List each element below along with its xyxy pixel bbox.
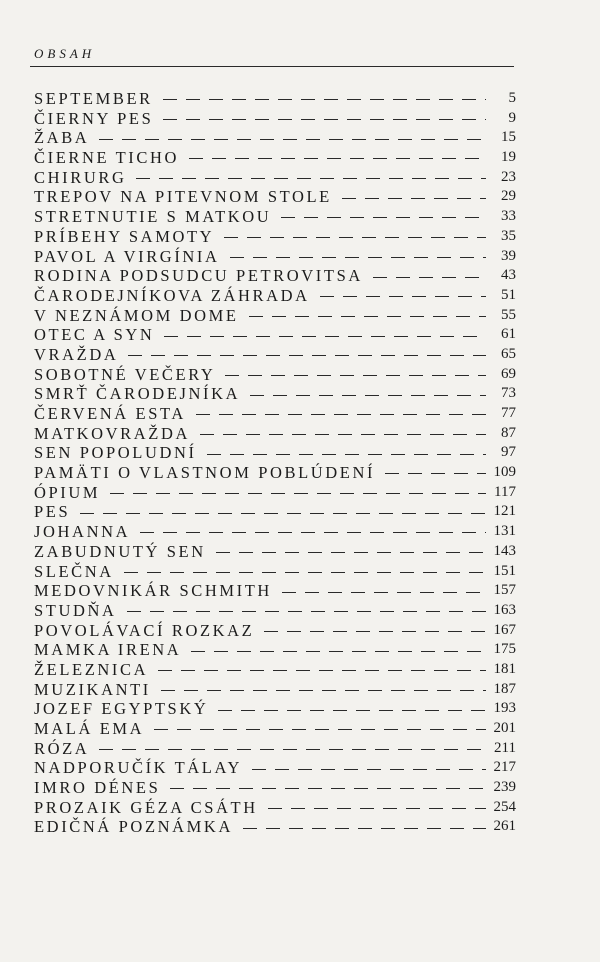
toc-entry: [34, 640, 516, 660]
toc-entry-page-number: 131: [493, 523, 516, 540]
toc-dash-leader: [136, 178, 486, 179]
toc-entry: [34, 247, 516, 267]
toc-entry-title: ŽABA: [34, 128, 90, 148]
toc-entry-title: PES: [34, 502, 71, 522]
toc-entry-page-number: 175: [493, 641, 516, 658]
toc-entry-page-number: 117: [494, 483, 516, 500]
toc-entry-title: MEDOVNIKÁR SCHMITH: [34, 581, 272, 601]
toc-dash-leader: [110, 493, 486, 494]
toc-entry-page-number: 109: [493, 464, 516, 481]
toc-dash-leader: [249, 316, 486, 317]
toc-entry-page-number: 61: [501, 326, 516, 343]
toc-entry-title: ZABUDNUTÝ SEN: [34, 541, 206, 561]
toc-entry-title: MALÁ EMA: [34, 719, 145, 738]
toc-dash-leader: [281, 217, 486, 218]
toc-entry-page-number: 217: [493, 759, 516, 776]
toc-entry-title: PAMÄTI O VLASTNOM POBLÚDENÍ: [34, 463, 376, 483]
toc-entry: [34, 680, 516, 700]
toc-entry-page-number: 77: [501, 405, 516, 421]
toc-entry-title: POVOLÁVACÍ ROZKAZ: [34, 620, 255, 640]
toc-entry-title: NADPORUČÍK TÁLAY: [34, 758, 242, 778]
toc-entry-page-number: 143: [493, 542, 516, 559]
toc-dash-leader: [224, 237, 486, 238]
toc-entry: [34, 424, 516, 444]
toc-entry: [34, 798, 516, 818]
toc-dash-leader: [196, 414, 486, 415]
header-rule: [30, 66, 514, 67]
toc-entry: [34, 325, 516, 345]
toc-entry: [34, 621, 516, 641]
toc-entry-page-number: 151: [493, 562, 516, 579]
toc-entry: [34, 699, 516, 719]
toc-dash-leader: [164, 336, 486, 337]
toc-dash-leader: [80, 513, 486, 514]
toc-entry: [34, 463, 516, 483]
toc-entry-title: RODINA PODSUDCU PETROVITSA: [34, 266, 363, 286]
toc-entry-page-number: 181: [493, 660, 516, 677]
toc-entry-title: MUZIKANTI: [34, 679, 151, 699]
toc-entry-page-number: 23: [501, 168, 516, 185]
toc-dash-leader: [342, 198, 486, 199]
toc-entry-title: ČARODEJNÍKOVA ZÁHRADA: [34, 285, 310, 305]
toc-entry-page-number: 43: [501, 267, 516, 284]
toc-entry-title: STRETNUTIE S MATKOU: [34, 207, 272, 227]
toc-entry-title: SEPTEMBER: [34, 89, 153, 108]
toc-entry: [34, 522, 516, 542]
toc-entry: [34, 542, 516, 562]
toc-entry-page-number: 33: [501, 208, 516, 225]
toc-entry-page-number: 65: [501, 345, 516, 362]
toc-entry-page-number: 261: [493, 818, 516, 835]
toc-entry: [34, 128, 516, 148]
toc-entry: [34, 109, 516, 129]
toc-entry: [34, 266, 516, 286]
toc-entry-title: RÓZA: [34, 738, 90, 758]
toc-entry-title: PROZAIK GÉZA CSÁTH: [34, 797, 258, 817]
toc-dash-leader: [124, 572, 486, 573]
toc-entry: [34, 581, 516, 601]
toc-entry-title: ÓPIUM: [34, 482, 101, 502]
toc-entry-title: ČIERNE TICHO: [34, 148, 180, 168]
toc-dash-leader: [385, 473, 486, 474]
toc-entry-page-number: 9: [508, 109, 516, 126]
toc-entry: [34, 306, 516, 326]
toc-entry: [34, 207, 516, 227]
table-of-contents: [34, 89, 516, 837]
toc-entry-title: PAVOL A VIRGÍNIA: [34, 246, 220, 266]
toc-entry-title: VRAŽDA: [34, 344, 119, 364]
toc-entry-title: PRÍBEHY SAMOTY: [34, 226, 215, 246]
toc-entry: [34, 483, 516, 503]
toc-entry-page-number: 187: [493, 680, 516, 697]
toc-entry-title: STUDŇA: [34, 600, 117, 620]
toc-entry-page-number: 73: [501, 385, 516, 402]
toc-dash-leader: [200, 434, 486, 435]
toc-entry-title: ČERVENÁ ESTA: [34, 404, 186, 423]
toc-dash-leader: [170, 788, 486, 789]
toc-entry-page-number: 87: [501, 424, 516, 441]
toc-dash-leader: [373, 277, 486, 278]
toc-dash-leader: [218, 710, 486, 711]
toc-dash-leader: [189, 158, 486, 159]
toc-entry-page-number: 39: [501, 247, 516, 264]
toc-entry: [34, 719, 516, 739]
toc-dash-leader: [216, 552, 486, 553]
toc-dash-leader: [163, 119, 486, 120]
toc-entry-page-number: 15: [501, 129, 516, 146]
toc-entry: [34, 502, 516, 522]
toc-entry: [34, 168, 516, 188]
toc-dash-leader: [250, 395, 486, 396]
toc-entry-title: MATKOVRAŽDA: [34, 423, 191, 443]
toc-entry: [34, 89, 516, 109]
toc-entry-page-number: 97: [501, 444, 516, 461]
toc-entry-title: SOBOTNÉ VEČERY: [34, 364, 216, 384]
toc-dash-leader: [128, 355, 486, 356]
toc-entry-title: SEN POPOLUDNÍ: [34, 443, 197, 463]
toc-entry: [34, 286, 516, 306]
toc-dash-leader: [161, 690, 486, 691]
toc-entry-page-number: 19: [501, 149, 516, 166]
toc-entry: [34, 562, 516, 582]
toc-entry-page-number: 157: [493, 582, 516, 599]
toc-entry-page-number: 211: [494, 739, 516, 756]
toc-entry-page-number: 51: [501, 286, 516, 303]
toc-entry-page-number: 35: [501, 227, 516, 244]
toc-dash-leader: [163, 99, 486, 100]
toc-dash-leader: [154, 729, 486, 730]
toc-entry-page-number: 239: [493, 779, 516, 796]
toc-entry-page-number: 121: [493, 503, 516, 520]
toc-entry: [34, 384, 516, 404]
toc-dash-leader: [264, 631, 486, 632]
toc-entry: [34, 365, 516, 385]
toc-dash-leader: [158, 670, 486, 671]
toc-entry: [34, 660, 516, 680]
toc-entry-title: SMRŤ ČARODEJNÍKA: [34, 384, 241, 404]
toc-dash-leader: [268, 808, 486, 809]
toc-entry-title: V NEZNÁMOM DOME: [34, 305, 239, 325]
toc-dash-leader: [230, 257, 486, 258]
toc-dash-leader: [320, 296, 486, 297]
toc-dash-leader: [243, 828, 486, 829]
toc-dash-leader: [99, 749, 486, 750]
toc-entry-page-number: 201: [493, 720, 516, 736]
toc-entry: [34, 227, 516, 247]
page-header-title: OBSAH: [34, 46, 96, 61]
toc-dash-leader: [225, 375, 486, 376]
toc-dash-leader: [127, 611, 486, 612]
toc-entry: [34, 187, 516, 207]
toc-entry-title: TREPOV NA PITEVNOM STOLE: [34, 187, 332, 207]
toc-entry: [34, 817, 516, 837]
toc-entry-page-number: 55: [501, 306, 516, 323]
toc-entry-page-number: 163: [493, 601, 516, 618]
toc-entry: [34, 758, 516, 778]
toc-entry: [34, 601, 516, 621]
toc-entry-title: JOZEF EGYPTSKÝ: [34, 699, 209, 719]
toc-entry-page-number: 69: [501, 365, 516, 382]
toc-entry-page-number: 5: [508, 90, 516, 106]
toc-entry-title: ŽELEZNICA: [34, 659, 149, 679]
toc-dash-leader: [99, 139, 486, 140]
toc-entry: [34, 404, 516, 424]
toc-entry: [34, 739, 516, 759]
toc-entry-title: JOHANNA: [34, 522, 131, 542]
toc-entry-title: MAMKA IRENA: [34, 640, 182, 660]
toc-entry-page-number: 254: [493, 798, 516, 815]
toc-entry-title: CHIRURG: [34, 167, 127, 187]
toc-entry: [34, 345, 516, 365]
toc-entry-title: ČIERNY PES: [34, 108, 154, 128]
toc-entry-page-number: 29: [501, 188, 516, 205]
toc-dash-leader: [207, 454, 486, 455]
toc-entry-page-number: 193: [493, 700, 516, 717]
toc-entry-title: IMRO DÉNES: [34, 778, 161, 798]
toc-dash-leader: [282, 592, 486, 593]
toc-entry-title: OTEC A SYN: [34, 325, 155, 345]
toc-entry-title: EDIČNÁ POZNÁMKA: [34, 817, 233, 837]
toc-entry: [34, 443, 516, 463]
toc-dash-leader: [252, 769, 486, 770]
toc-entry-page-number: 167: [493, 621, 516, 638]
toc-entry-title: SLEČNA: [34, 561, 114, 581]
toc-dash-leader: [140, 532, 486, 533]
toc-entry: [34, 778, 516, 798]
toc-dash-leader: [191, 651, 486, 652]
toc-entry: [34, 148, 516, 168]
